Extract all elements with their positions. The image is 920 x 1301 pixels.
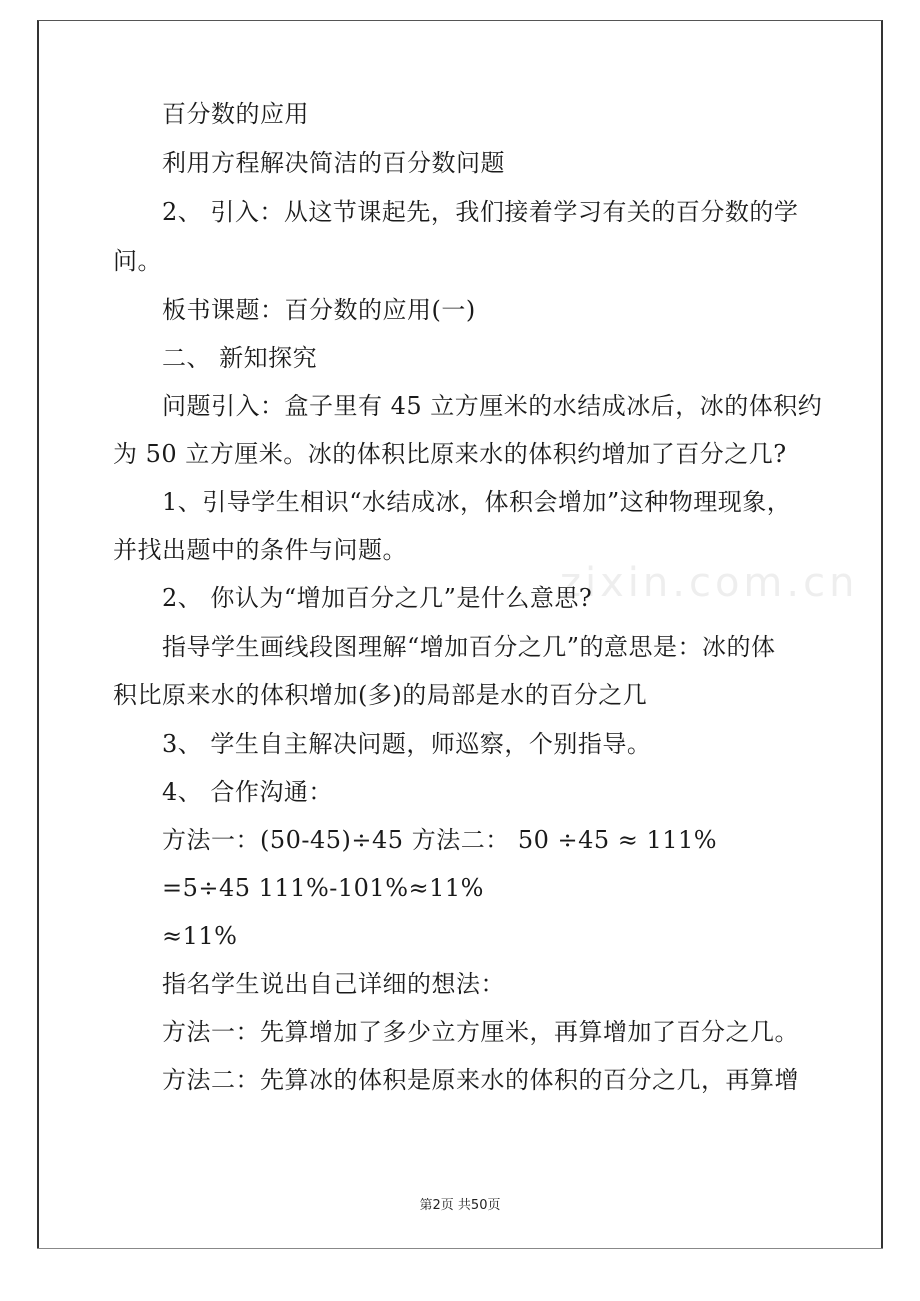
text-line: 2、 你认为“增加百分之几”是什么意思? — [162, 584, 593, 612]
text-line: 问题引入：盒子里有 45 立方厘米的水结成冰后，冰的体积约 — [162, 392, 823, 420]
text-line: 指导学生画线段图理解“增加百分之几”的意思是：冰的体 — [162, 633, 776, 661]
text-line: 为 50 立方厘米。冰的体积比原来水的体积约增加了百分之几? — [113, 440, 787, 468]
bottom-rule — [37, 1248, 883, 1249]
formula-line: 方法一：(50-45)÷45 方法二： 50 ÷45 ≈ 111% — [162, 826, 718, 854]
text-line: 并找出题中的条件与问题。 — [113, 536, 407, 564]
text-line: 问。 — [113, 247, 162, 275]
watermark: zixin.com.cn — [560, 560, 859, 606]
text-line: 1、引导学生相识“水结成冰，体积会增加”这种物理现象， — [162, 488, 792, 516]
text-line: 3、 学生自主解决问题，师巡察，个别指导。 — [162, 730, 652, 758]
text-line: 积比原来水的体积增加(多)的局部是水的百分之几 — [113, 681, 648, 709]
text-line: 4、 合作沟通： — [162, 778, 333, 806]
text-line: 2、 引入：从这节课起先，我们接着学习有关的百分数的学 — [162, 198, 799, 226]
section-heading: 二、 新知探究 — [162, 344, 318, 372]
text-line: 方法二：先算冰的体积是原来水的体积的百分之几，再算增 — [162, 1066, 799, 1094]
formula-line: =5÷45 111%-101%≈11% — [162, 874, 484, 902]
formula-line: ≈11% — [162, 922, 238, 950]
text-line: 方法一：先算增加了多少立方厘米，再算增加了百分之几。 — [162, 1018, 799, 1046]
section-title: 百分数的应用 — [162, 100, 309, 128]
page-number: 第2页 共50页 — [419, 1198, 501, 1213]
text-line: 指名学生说出自己详细的想法： — [162, 970, 505, 998]
text-line: 板书课题：百分数的应用(一) — [162, 296, 476, 324]
subtitle: 利用方程解决简洁的百分数问题 — [162, 149, 505, 177]
